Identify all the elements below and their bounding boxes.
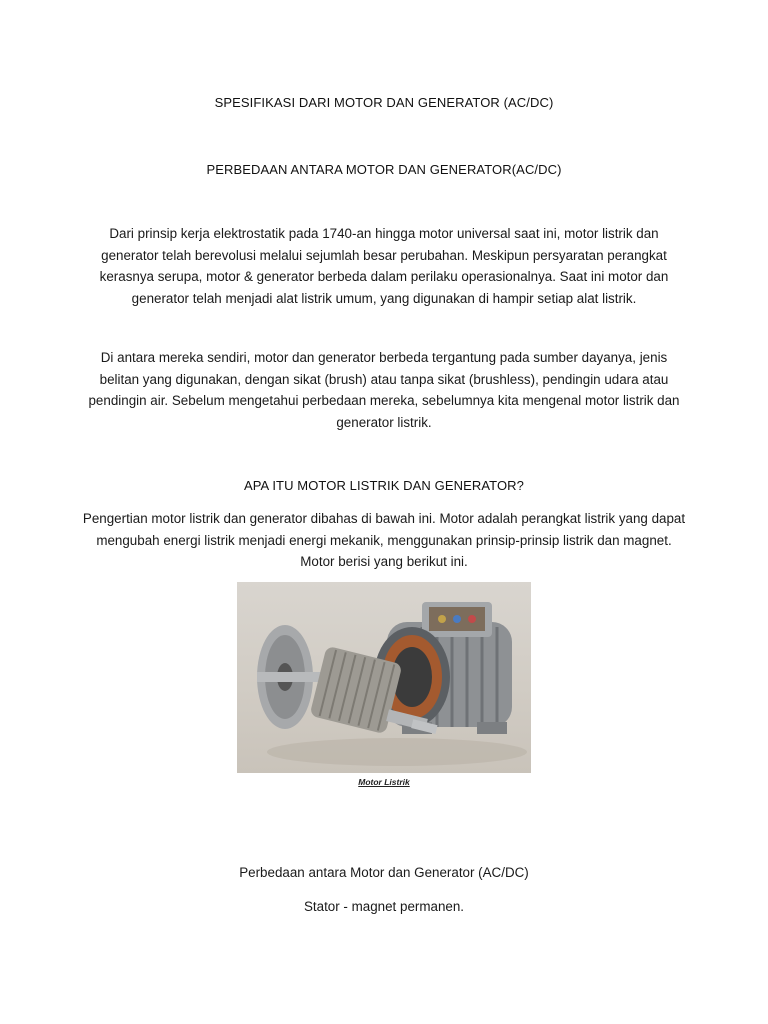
heading-specifications: SPESIFIKASI DARI MOTOR DAN GENERATOR (AC/DC) (214, 95, 554, 110)
paragraph-types: Di antara mereka sendiri, motor dan generator berbeda tergantung pada sumber dayanya, jenis belitan yang digunakan, dengan sikat (brush) atau tanpa sikat (brushless), pendingin udara atau pendingin air. Sebelum mengetahui perbedaan mereka, sebelumnya kita mengenal motor listrik dan generator listrik. (88, 350, 680, 430)
paragraph-definition: Pengertian motor listrik dan generator dibahas di bawah ini. Motor adalah perangkat listrik yang dapat mengubah energi listrik menjadi energi mekanik, menggunakan prinsip-prinsip listrik dan magnet. Motor berisi yang berikut ini. (82, 511, 686, 569)
heading-what-is: APA ITU MOTOR LISTRIK DAN GENERATOR? (243, 478, 525, 493)
motor-photo (237, 582, 531, 773)
paragraph-history: Dari prinsip kerja elektrostatik pada 1740-an hingga motor universal saat ini, motor listrik dan generator telah berevolusi melalui sejumlah besar perubahan. Meskipun persyaratan perangkat kerasnya serupa, motor & generator berbeda dalam perilaku operasionalnya. Saat ini motor dan generator telah menjadi alat listrik umum, yang digunakan di hampir setiap alat listrik. (99, 226, 669, 306)
figure-caption: Motor Listrik (358, 777, 410, 787)
heading-differences: PERBEDAAN ANTARA MOTOR DAN GENERATOR(AC/DC) (206, 162, 562, 177)
subheading-difference: Perbedaan antara Motor dan Generator (AC/DC) (239, 865, 529, 880)
stator-item: Stator - magnet permanen. (303, 899, 465, 914)
electric-motor-illustration (237, 582, 531, 773)
